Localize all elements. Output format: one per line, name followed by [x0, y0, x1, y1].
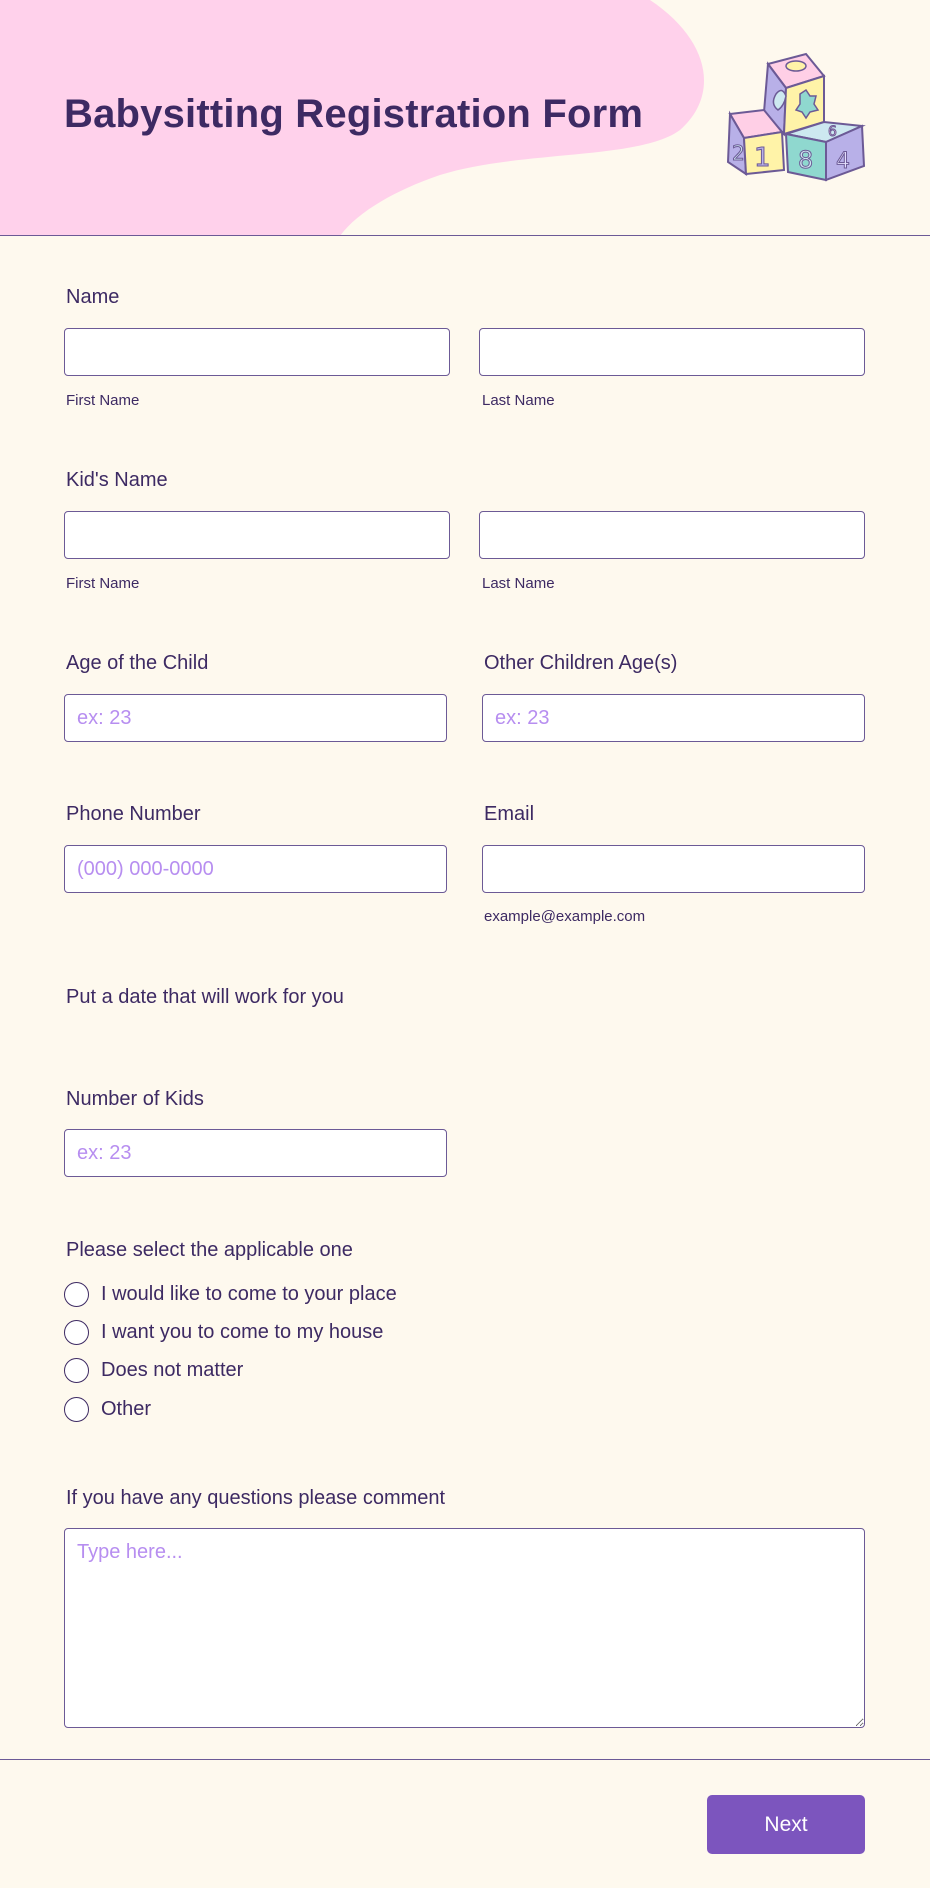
form-title: Babysitting Registration Form: [64, 92, 644, 136]
phone-number-label: Phone Number: [66, 803, 201, 825]
radio-option-does-not-matter[interactable]: [64, 1357, 243, 1383]
form-header: [0, 0, 930, 236]
kid-last-name-input[interactable]: [479, 511, 865, 559]
radio-option-other[interactable]: [64, 1396, 151, 1422]
svg-text:4: 4: [836, 149, 850, 174]
email-sublabel: example@example.com: [484, 908, 646, 925]
comments-textarea[interactable]: [64, 1528, 865, 1728]
radio-button[interactable]: [64, 1320, 89, 1345]
toy-blocks-icon: [724, 50, 868, 186]
svg-text:6: 6: [828, 124, 837, 140]
kid-first-name-sublabel: First Name: [66, 575, 140, 592]
phone-number-input[interactable]: [64, 845, 447, 893]
age-of-child-label: Age of the Child: [66, 652, 209, 674]
next-button[interactable]: Next: [707, 1795, 865, 1854]
last-name-sublabel: Last Name: [482, 392, 555, 409]
radio-option-your-place[interactable]: [64, 1281, 397, 1307]
last-name-input[interactable]: [479, 328, 865, 376]
radio-option-label: Does not matter: [101, 1358, 244, 1381]
svg-text:8: 8: [798, 146, 814, 174]
email-label: Email: [484, 803, 535, 825]
date-label: Put a date that will work for you: [66, 986, 344, 1008]
name-label: Name: [66, 286, 120, 308]
svg-text:1: 1: [754, 143, 771, 173]
kid-first-name-input[interactable]: [64, 511, 450, 559]
kid-last-name-sublabel: Last Name: [482, 575, 555, 592]
age-of-child-input[interactable]: [64, 694, 447, 742]
comments-label: If you have any questions please comment: [66, 1487, 446, 1509]
kids-name-label: Kid's Name: [66, 469, 168, 491]
other-children-ages-input[interactable]: [482, 694, 865, 742]
radio-button[interactable]: [64, 1358, 89, 1383]
other-children-ages-label: Other Children Age(s): [484, 652, 678, 674]
number-of-kids-label: Number of Kids: [66, 1088, 204, 1110]
radio-option-label: Other: [101, 1397, 152, 1420]
first-name-sublabel: First Name: [66, 392, 140, 409]
location-choice-label: Please select the applicable one: [66, 1239, 353, 1261]
radio-option-label: I want you to come to my house: [101, 1320, 384, 1343]
first-name-input[interactable]: [64, 328, 450, 376]
radio-option-label: I would like to come to your place: [101, 1282, 397, 1305]
radio-option-my-house[interactable]: [64, 1319, 383, 1345]
svg-text:2: 2: [732, 141, 745, 165]
email-input[interactable]: [482, 845, 865, 893]
radio-button[interactable]: [64, 1282, 89, 1307]
footer-divider: [0, 1759, 930, 1760]
radio-button[interactable]: [64, 1397, 89, 1422]
number-of-kids-input[interactable]: [64, 1129, 447, 1177]
